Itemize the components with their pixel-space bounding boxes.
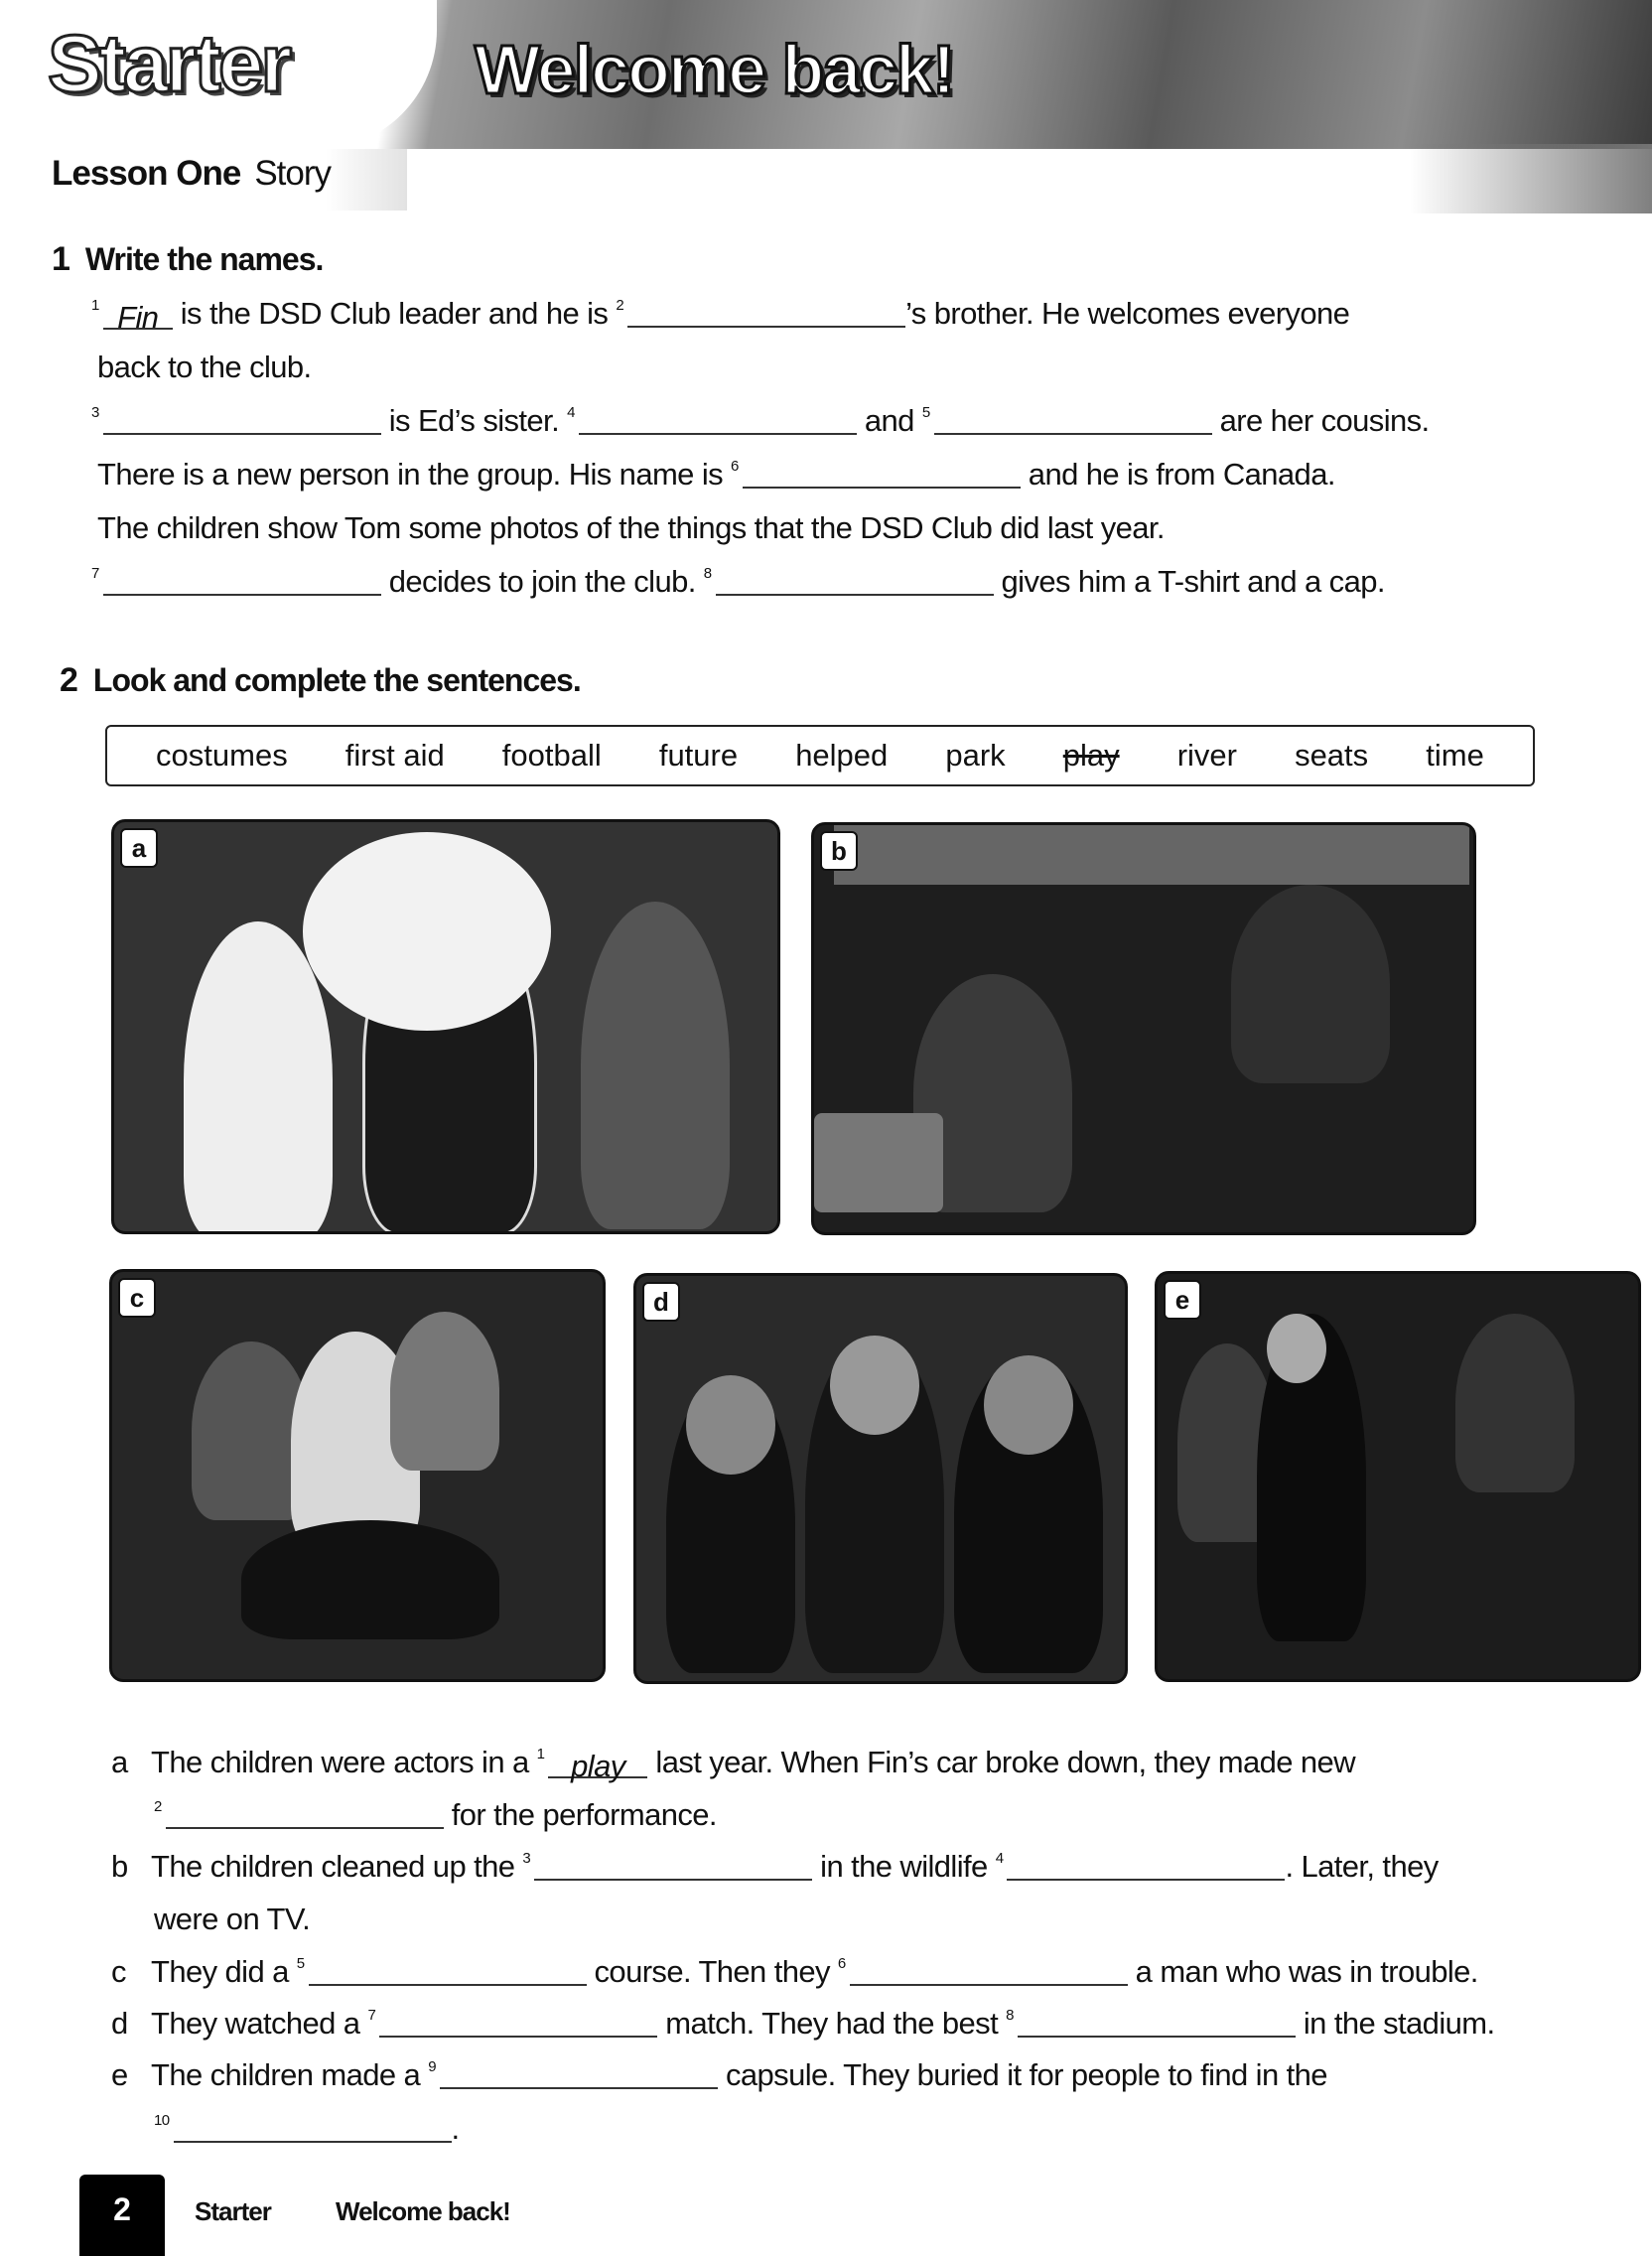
text-line (111, 1745, 1355, 1783)
text-line (111, 1954, 1478, 1990)
gap-number: 1 (536, 1746, 545, 1762)
sentence-text: in the stadium. (1295, 2006, 1495, 2041)
picture-label: b (820, 831, 858, 871)
text-line (97, 457, 1335, 493)
answer-blank[interactable] (934, 405, 1212, 435)
word-bank-item: river (1176, 738, 1237, 773)
exercise-2-heading (60, 661, 581, 700)
answer-blank[interactable] (103, 405, 381, 435)
gap-number: 8 (703, 565, 712, 582)
sentence-text: is Ed’s sister. (380, 403, 568, 438)
sentence-text: . Later, they (1285, 1849, 1439, 1884)
word-bank-item: play (1062, 738, 1120, 773)
word-bank (105, 725, 1535, 786)
sentence-letter: c (111, 1954, 126, 1989)
page-number: 2 (79, 2175, 165, 2256)
sentence-text: They watched a (151, 2006, 368, 2041)
text-line (111, 1849, 1439, 1885)
picture-label: c (118, 1278, 156, 1318)
word-bank-item: park (945, 738, 1006, 773)
sentence-text: The children cleaned up the (151, 1849, 523, 1884)
answer-blank[interactable] (309, 1956, 587, 1986)
sentence-text: a man who was in trouble. (1127, 1954, 1478, 1989)
gap-number: 6 (837, 1955, 846, 1972)
page-title: Welcome back! (475, 31, 954, 108)
text-line (91, 296, 1350, 335)
sentence-text: The children made a (151, 2057, 429, 2092)
sentence-text: and he is from Canada. (1020, 457, 1335, 492)
gap-number: 3 (522, 1850, 531, 1867)
word-bank-item: first aid (344, 738, 445, 773)
text-line (91, 564, 1385, 600)
picture-label: e (1164, 1280, 1201, 1320)
sentence-letter: e (111, 2057, 128, 2092)
text-line (154, 1902, 310, 1937)
sentence-text: . (451, 2111, 460, 2146)
sentence-letter: a (111, 1745, 128, 1779)
picture-a (111, 819, 780, 1234)
word-bank-item: helped (795, 738, 889, 773)
answer-blank[interactable] (743, 459, 1021, 489)
unit-title: Starter (48, 19, 290, 109)
sentence-text: They did a (151, 1954, 297, 1989)
picture-c (109, 1269, 606, 1682)
text-line (97, 510, 1165, 546)
gap-number: 6 (731, 458, 739, 475)
word-bank-item: time (1426, 738, 1484, 773)
text-line (91, 403, 1430, 439)
text-line (111, 2057, 1327, 2093)
sentence-text: is the DSD Club leader and he is (172, 296, 617, 331)
lesson-type: Story (254, 154, 332, 193)
footer-unit: Starter (195, 2196, 271, 2226)
picture-e (1155, 1271, 1641, 1682)
text-line (154, 2111, 460, 2147)
sentence-text: in the wildlife (812, 1849, 996, 1884)
sentence-text: ’s brother. He welcomes everyone (905, 296, 1350, 331)
gap-number: 9 (428, 2058, 436, 2075)
word-bank-item: costumes (156, 738, 288, 773)
picture-label: a (120, 828, 158, 868)
answer-blank[interactable] (1007, 1851, 1285, 1881)
sentence-text: capsule. They buried it for people to find in the (717, 2057, 1327, 2092)
gap-number: 4 (567, 404, 575, 421)
sentence-text: are her cousins. (1211, 403, 1430, 438)
gap-number: 4 (995, 1850, 1004, 1867)
sentence-text: The children show Tom some photos of the things that the DSD Club did last year. (97, 510, 1165, 545)
lesson-heading (52, 154, 331, 194)
gap-number: 10 (154, 2112, 170, 2129)
sentence-text: gives him a T-shirt and a cap. (993, 564, 1385, 599)
answer-blank[interactable] (534, 1851, 812, 1881)
exercise-number: 2 (60, 661, 77, 699)
answer-blank[interactable] (579, 405, 857, 435)
gap-number: 1 (91, 297, 99, 314)
gap-number: 8 (1006, 2007, 1014, 2024)
answer-blank[interactable] (440, 2059, 718, 2089)
sentence-text: decides to join the club. (380, 564, 704, 599)
sentence-text: course. Then they (586, 1954, 838, 1989)
gap-number: 3 (91, 404, 99, 421)
title-banner (0, 0, 1652, 149)
exercise-instruction: Look and complete the sentences. (92, 662, 581, 698)
sentence-text: The children were actors in a (151, 1745, 537, 1779)
footer-title: Welcome back! (336, 2196, 510, 2226)
exercise-instruction: Write the names. (84, 241, 324, 277)
text-line (97, 350, 312, 385)
answer-blank[interactable] (103, 566, 381, 596)
sentence-text: match. They had the best (657, 2006, 1007, 2041)
banner-swoosh (377, 144, 1652, 213)
gap-number: 2 (616, 297, 624, 314)
sentence-letter: d (111, 2006, 128, 2041)
answer-blank[interactable] (850, 1956, 1128, 1986)
text-line (111, 2006, 1494, 2042)
answer-blank[interactable]: play (548, 1749, 647, 1778)
sentence-text: There is a new person in the group. His name is (97, 457, 732, 492)
answer-blank[interactable]: Fin (103, 300, 173, 330)
answer-blank[interactable] (174, 2113, 452, 2143)
exercise-1-heading (52, 240, 323, 279)
answer-blank[interactable] (1018, 2008, 1296, 2038)
answer-blank[interactable] (627, 298, 905, 328)
word-bank-item: football (501, 738, 602, 773)
gap-number: 7 (91, 565, 99, 582)
sentence-letter: b (111, 1849, 128, 1884)
answer-blank[interactable] (716, 566, 994, 596)
sentence-text: for the performance. (443, 1797, 717, 1832)
answer-blank[interactable] (379, 2008, 657, 2038)
sentence-text: back to the club. (97, 350, 312, 384)
picture-d (633, 1273, 1128, 1684)
picture-label: d (642, 1282, 680, 1322)
sentence-text: were on TV. (154, 1902, 311, 1936)
exercise-number: 1 (52, 240, 69, 278)
gap-number: 7 (367, 2007, 376, 2024)
text-line (154, 1797, 717, 1833)
gap-number: 2 (154, 1798, 162, 1815)
gap-number: 5 (921, 404, 930, 421)
sentence-text: last year. When Fin’s car broke down, they made new (647, 1745, 1355, 1779)
gap-number: 5 (296, 1955, 305, 1972)
word-bank-item: seats (1295, 738, 1369, 773)
lesson-label: Lesson One (52, 154, 241, 193)
answer-blank[interactable] (166, 1799, 444, 1829)
word-bank-item: future (658, 738, 739, 773)
sentence-text: and (856, 403, 922, 438)
picture-b (811, 822, 1476, 1235)
